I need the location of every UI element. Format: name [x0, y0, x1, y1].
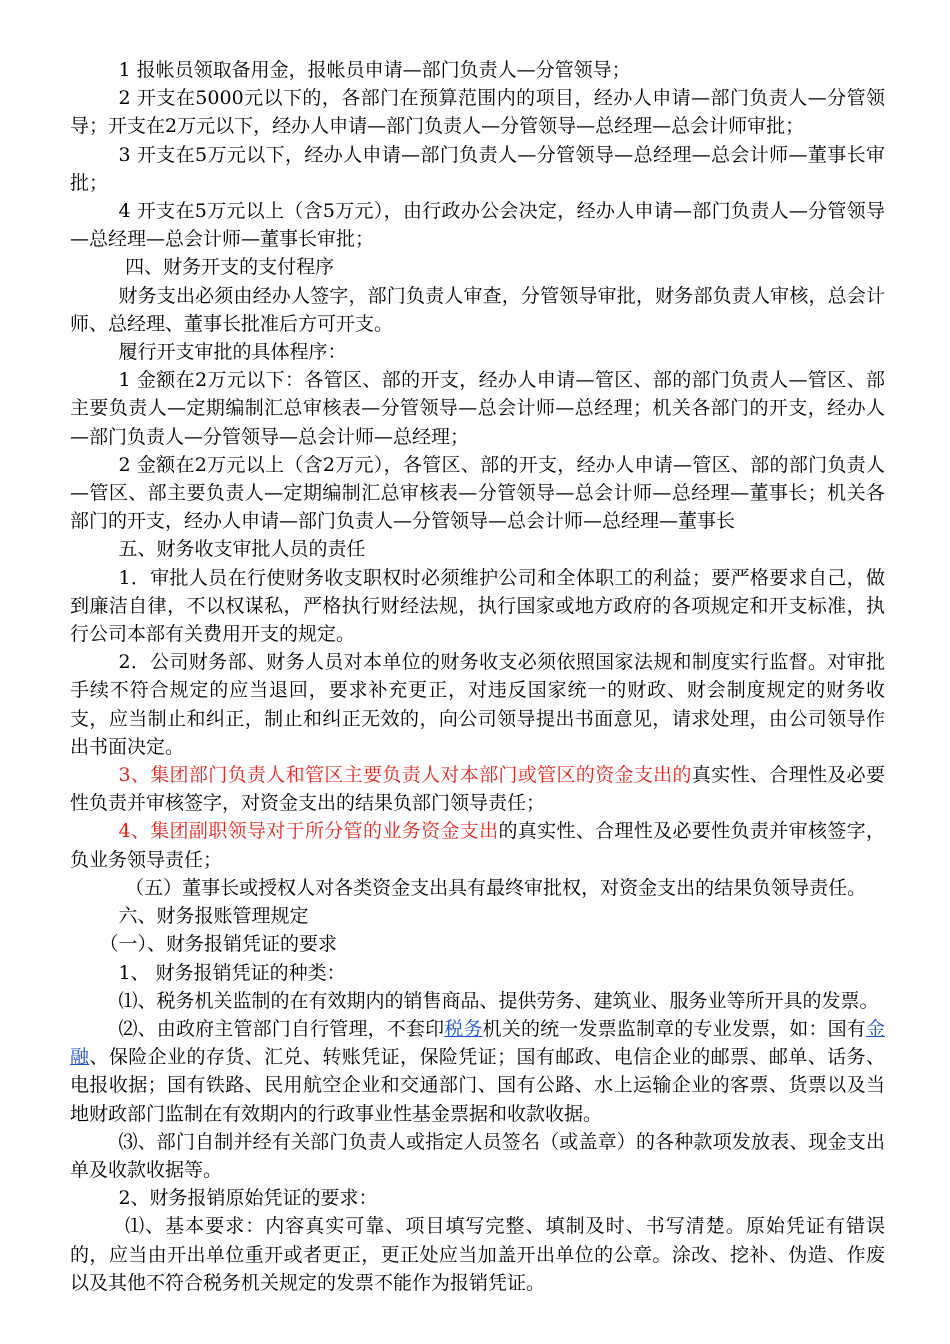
paragraph-continuation: 的真实性、合理性及必要性负责并审核签字，负业务领导责任；: [70, 820, 885, 871]
paragraph-text: ⑵、由政府主管部门自行管理，不套印: [118, 1017, 445, 1040]
paragraph-payment-rule: 财务支出必须由经办人签字，部门负责人审查，分管领导审批，财务部负责人审核，总会计师、总经理、董事长批准后方可开支。: [70, 284, 885, 335]
paragraph-responsibility-3: [70, 761, 885, 817]
paragraph-text: 机关的统一发票监制章的专业发票，如：国有: [482, 1017, 866, 1040]
document-page: [70, 56, 885, 1297]
paragraph-responsibility-4: [70, 817, 885, 873]
subheading-voucher-types: 1、 财务报销凭证的种类：: [118, 961, 346, 984]
paragraph-procedure-1: 1 金额在2万元以下：各管区、部的开支，经办人申请—管区、部的部门负责人—管区、部主要负责人—定期编制汇总审核表—分管领导—总会计师—总经理；机关各部门的开支，经办人—部门负责人—分管领导—总会计师—总经理；: [70, 369, 885, 448]
paragraph-approval-3: 3 开支在5万元以下，经办人申请—部门负责人—分管领导—总经理—总会计师—董事长审批；: [70, 143, 885, 194]
section-heading-responsibility: 五、财务收支审批人员的责任: [118, 538, 366, 561]
paragraph-approval-1: 1 报帐员领取备用金，报帐员申请—部门负责人—分管领导；: [118, 59, 631, 81]
link-finance[interactable]: 金融: [70, 1017, 885, 1069]
paragraph-basic-requirements: ⑴、基本要求：内容真实可靠、项目填写完整、填制及时、书写清楚。原始凭证有错误的，应当由开出单位重开或者更正，更正处应当加盖开出单位的公章。涂改、挖补、伪造、作废以及其他不符合税务机关规定的发票不能作为报销凭证。: [70, 1215, 885, 1294]
paragraph-responsibility-5: （五）董事长或授权人对各类资金支出具有最终审批权，对资金支出的结果负领导责任。: [125, 876, 867, 899]
paragraph-approval-2: 2 开支在5000元以下的，各部门在预算范围内的项目，经办人申请—部门负责人—分管领导；开支在2万元以下，经办人申请—部门负责人—分管领导—总经理—总会计师审批；: [70, 87, 885, 138]
paragraph-procedure-2: 2 金额在2万元以上（含2万元），各管区、部的开支，经办人申请—管区、部的部门负责人—管区、部主要负责人—定期编制汇总审核表—分管领导—总会计师—总经理—董事长；机关各部门的开支，经办人申请—部门负责人—分管领导—总会计师—总经理—董事长: [70, 453, 885, 533]
link-tax[interactable]: 税务: [444, 1017, 483, 1040]
paragraph-voucher-type-3: ⑶、部门自制并经有关部门负责人或指定人员签名（或盖章）的各种款项发放表、现金支出单及收款收据等。: [70, 1130, 885, 1181]
section-heading-payment-procedure: 四、财务开支的支付程序: [125, 256, 335, 279]
paragraph-procedure-intro: 履行开支审批的具体程序：: [118, 341, 347, 364]
subheading-original-voucher: 2、财务报销原始凭证的要求：: [118, 1187, 378, 1210]
paragraph-continuation: 真实性、合理性及必要性负责并审核签字，对资金支出的结果负部门领导责任；: [70, 764, 885, 815]
paragraph-approval-4: 4 开支在5万元以上（含5万元），由行政办公会决定，经办人申请—部门负责人—分管领导—总经理—总会计师—董事长审批；: [70, 200, 885, 251]
paragraph-responsibility-2: 2．公司财务部、财务人员对本单位的财务收支必须依照国家法规和制度实行监督。对审批手续不符合规定的应当退回，要求补充更正，对违反国家统一的财政、财会制度规定的财务收支，应当制止和纠正，制止和纠正无效的，向公司领导提出书面意见，请求处理，由公司领导作出书面决定。: [70, 651, 885, 758]
subheading-voucher-requirements: （一）、财务报销凭证的要求: [99, 933, 337, 956]
section-heading-reimbursement: 六、财务报账管理规定: [118, 905, 309, 928]
red-emphasis-text: 3、集团部门负责人和管区主要负责人对本部门或管区的资金支出的: [118, 764, 692, 787]
paragraph-responsibility-1: 1．审批人员在行使财务收支职权时必须维护公司和全体职工的利益；要严格要求自己，做到廉洁自律，不以权谋私，严格执行财经法规，执行国家或地方政府的各项规定和开支标准，执行公司本部有关费用开支的规定。: [70, 566, 885, 646]
paragraph-voucher-type-1: ⑴、税务机关监制的在有效期内的销售商品、提供劳务、建筑业、服务业等所开具的发票。: [118, 989, 879, 1012]
paragraph-voucher-type-2: [70, 1015, 885, 1128]
red-emphasis-text: 4、集团副职领导对于所分管的业务资金支出: [118, 820, 499, 843]
paragraph-continuation: 、保险企业的存货、汇兑、转账凭证，保险凭证；国有邮政、电信企业的邮票、邮单、话务、电报收据；国有铁路、民用航空企业和交通部门、国有公路、水上运输企业的客票、货票以及当地财政部门监制在有效期内的行政事业性基金票据和收款收据。: [70, 1046, 885, 1125]
